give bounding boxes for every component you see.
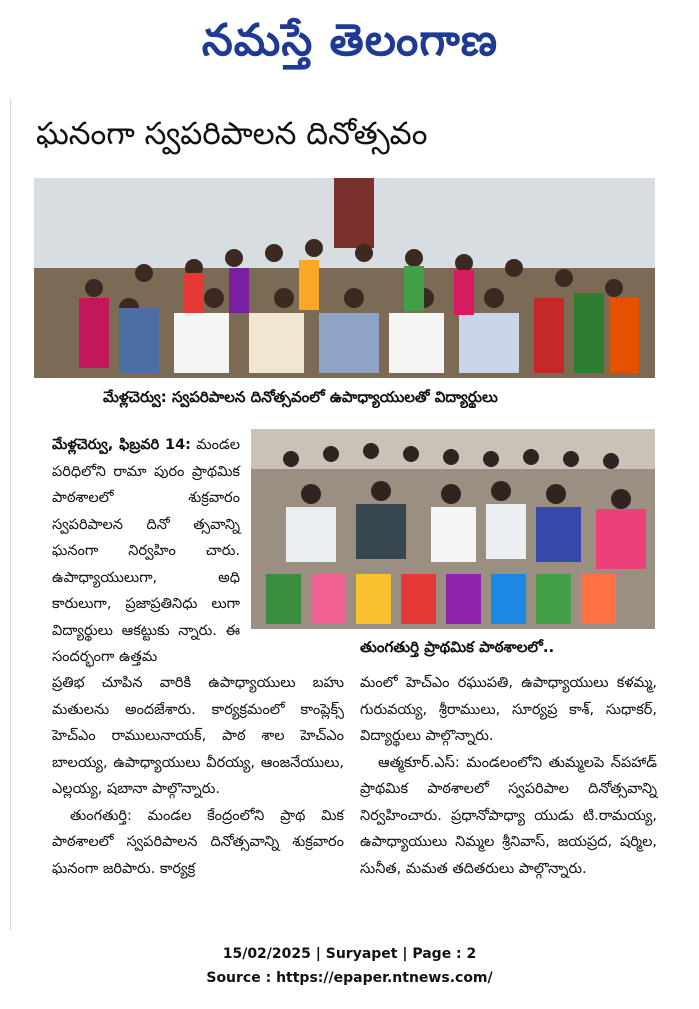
article-dateline: మేళ్లచెర్వు, ఫిబ్రవరి 14: [52,437,191,453]
article-headline: ఘనంగా స్వపరిపాలన దినోత్సవం [36,116,428,152]
article-column-right [360,670,657,882]
footer-date-edition: 15/02/2025 | Suryapet | Page : 2 [222,946,477,962]
article-column-left-narrow [52,432,240,671]
article-paragraph: తుంగతుర్తి: మండల కేంద్రంలోని ప్రాథ మిక పాఠశాలలో స్వపరిపాలన దినోత్సవాన్ని శుక్రవారం ఘనంగా జరిపారు. కార్యక్ర [52,807,344,877]
article-paragraph: ప్రతిభ చూపిన వారికి ఉపాధ్యాయులు బహు మతులను అందజేశారు. కార్యక్రమంలో కాంప్లెక్స్ హెచ్ఎం రాములునాయక్, పాఠ శాల హెచ్ఎం బాలయ్య, ఉపాధ్యాయులు వీరయ్య, ఆంజనేయులు, ఎల్లయ్య, షబానా పాల్గొన్నారు. [52,675,344,797]
photo-caption-1: మేళ్లచెర్వు: స్వపరిపాలన దినోత్సవంలో ఉపాధ్యాయులతో విద్యార్థులు [103,388,498,406]
group-photo-tungaturthi [251,429,655,629]
article-paragraph: మంలో హెచ్ఎం రఘుపతి, ఉపాధ్యాయులు కళమ్మ, గురువయ్య, శ్రీరాములు, సూర్యప్ర కాశ్, సుధాకర్, విద్యార్థులు పాల్గొన్నారు. [360,675,657,744]
article-paragraph: ఆత్మకూర్.ఎస్: మండలంలోని తుమ్మలపె న్‌పహాడ్ ప్రాథమిక పాఠశాలలో స్వపరిపాల దినోత్సవాన్ని నిర్వహించారు. ప్రధానోపాధ్యా యుడు టి.రామయ్య, ఉపాధ్యాయులు నిమ్మల శ్రీనివాస్, జయప్రద, షర్మిల, సునీత, మమత తదితరులు పాల్గొన్నారు. [360,754,657,877]
article-column-left-wide [52,670,344,882]
newspaper-masthead: నమస్తే తెలంగాణ [201,15,499,66]
photo-caption-2: తుంగతుర్తి ప్రాథమిక పాఠశాలలో.. [360,638,555,656]
article-paragraph: మండల పరిధిలోని రామా పురం ప్రాథమిక పాఠశాలలో శుక్రవారం స్వపరిపాలన దినో త్సవాన్ని ఘనంగా నిర్వహిం చారు. ఉపాధ్యాయులుగా, అధి కారులుగా, ప్రజాప్రతినిధు లుగా విద్యార్థులు ఆకట్టుకు న్నారు. ఈ సందర్భంగా ఉత్తమ [52,437,240,665]
footer-source: Source : https://epaper.ntnews.com/ [206,970,493,986]
group-photo-melacheruvu [34,178,655,378]
